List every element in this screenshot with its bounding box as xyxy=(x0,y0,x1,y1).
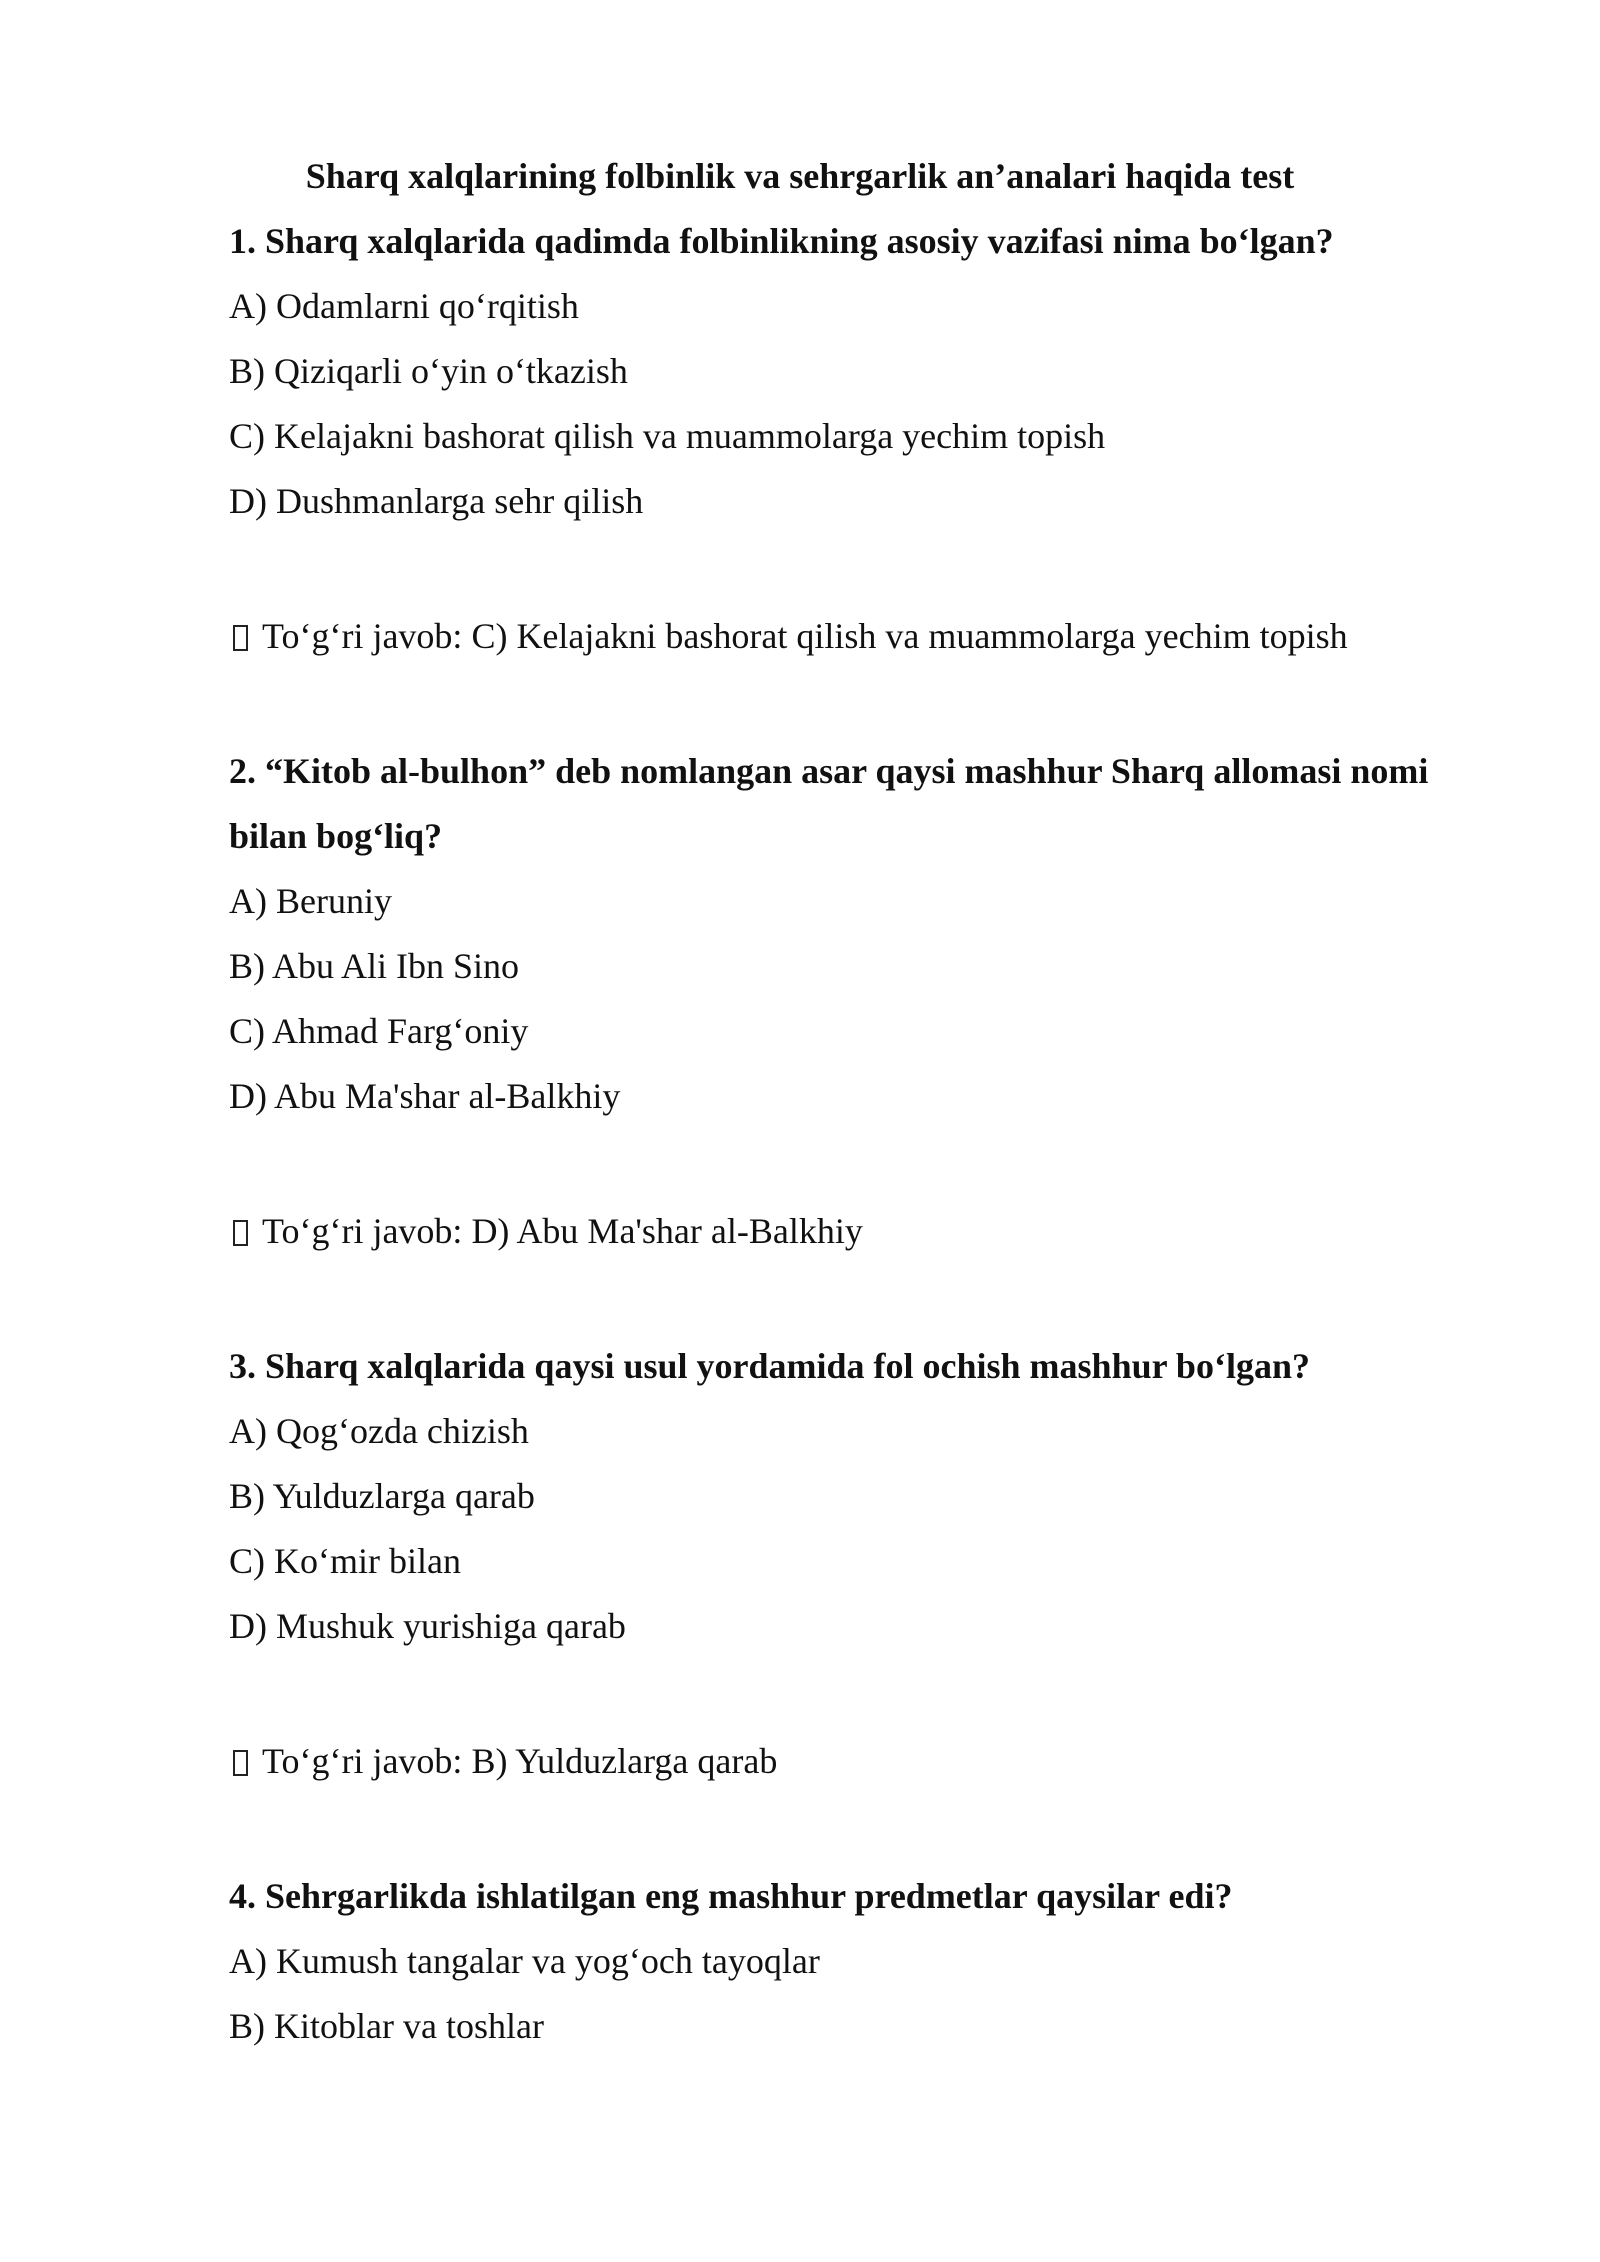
correct-answer-prefix: To‘g‘ri javob: xyxy=(262,1211,463,1251)
question-3-correct-answer xyxy=(229,1737,777,1785)
question-4: 4. Sehrgarlikda ishlatilgan eng mashhur predmetlar qaysilar edi? xyxy=(229,1876,1233,1916)
question-1-option-d: D) Dushmanlarga sehr qilish xyxy=(229,481,644,521)
question-2-option-a: A) Beruniy xyxy=(229,881,392,921)
correct-answer-value: C) Kelajakni bashorat qilish va muammolarga yechim topish xyxy=(471,616,1348,656)
question-1: 1. Sharq xalqlarida qadimda folbinlikning asosiy vazifasi nima bo‘lgan? xyxy=(229,221,1334,261)
correct-answer-prefix: To‘g‘ri javob: xyxy=(262,616,463,656)
question-3-option-d: D) Mushuk yurishiga qarab xyxy=(229,1606,626,1646)
missing-glyph-icon xyxy=(233,1750,248,1776)
question-1-option-a: A) Odamlarni qo‘rqitish xyxy=(229,286,579,326)
question-2-correct-answer xyxy=(229,1207,863,1255)
question-2-option-c: C) Ahmad Farg‘oniy xyxy=(229,1011,529,1051)
question-1-option-b: B) Qiziqarli o‘yin o‘tkazish xyxy=(229,351,628,391)
question-2-line-2: bilan bog‘liq? xyxy=(229,816,443,856)
question-1-correct-answer xyxy=(229,612,1348,660)
question-2-option-b: B) Abu Ali Ibn Sino xyxy=(229,946,520,986)
question-3-option-b: B) Yulduzlarga qarab xyxy=(229,1476,535,1516)
document-title: Sharq xalqlarining folbinlik va sehrgarlik an’analari haqida test xyxy=(305,156,1295,196)
correct-answer-value: D) Abu Ma'shar al-Balkhiy xyxy=(471,1211,863,1251)
question-3: 3. Sharq xalqlarida qaysi usul yordamida fol ochish mashhur bo‘lgan? xyxy=(229,1346,1310,1386)
question-3-option-c: C) Ko‘mir bilan xyxy=(229,1541,461,1581)
missing-glyph-icon xyxy=(233,1220,248,1246)
correct-answer-value: B) Yulduzlarga qarab xyxy=(471,1741,778,1781)
question-2-line-1: 2. “Kitob al-bulhon” deb nomlangan asar qaysi mashhur Sharq allomasi nomi xyxy=(229,751,1429,791)
question-4-option-a: A) Kumush tangalar va yog‘och tayoqlar xyxy=(229,1941,820,1981)
correct-answer-prefix: To‘g‘ri javob: xyxy=(262,1741,463,1781)
question-1-option-c: C) Kelajakni bashorat qilish va muammolarga yechim topish xyxy=(229,416,1106,456)
question-2-option-d: D) Abu Ma'shar al-Balkhiy xyxy=(229,1076,621,1116)
missing-glyph-icon xyxy=(233,625,248,651)
question-3-option-a: A) Qog‘ozda chizish xyxy=(229,1411,529,1451)
question-4-option-b: B) Kitoblar va toshlar xyxy=(229,2006,544,2046)
